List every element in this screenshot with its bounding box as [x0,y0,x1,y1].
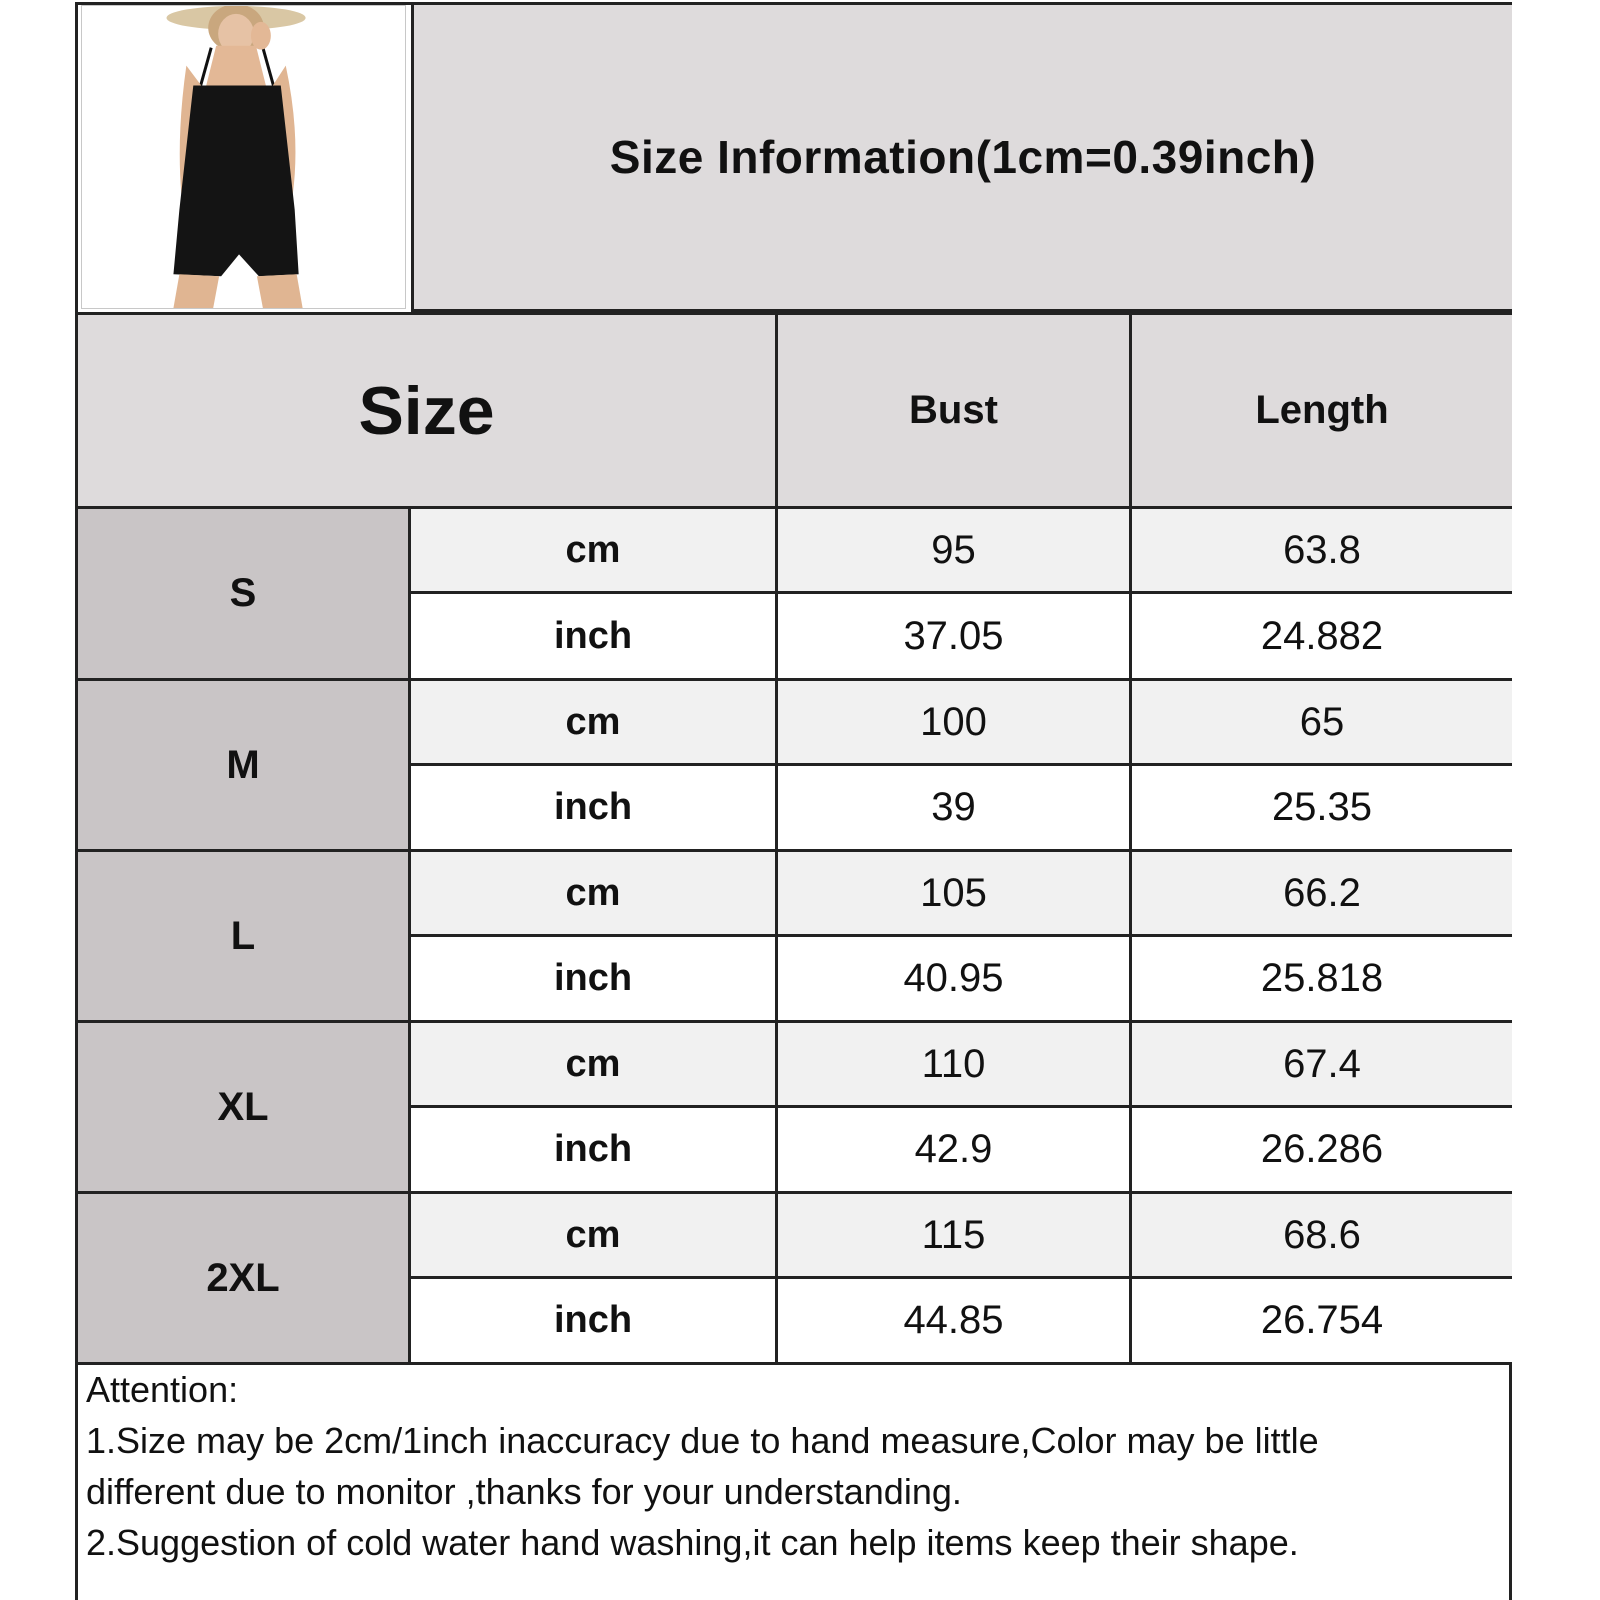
size-header-label: Size [358,372,495,449]
unit-label: cm [565,1213,621,1256]
length-value-text: 67.4 [1283,1041,1361,1086]
length-value-text: 26.754 [1260,1298,1384,1342]
size-label-cell [78,509,408,678]
length-header [1132,315,1512,506]
size-info-title [411,2,1512,312]
bust-value [778,594,1129,678]
divider [411,934,1512,937]
divider [408,506,411,1365]
unit-cell [411,681,775,763]
length-value [1132,1194,1512,1276]
size-header [78,315,775,506]
length-value-text: 26.286 [1260,1127,1384,1171]
divider [1129,312,1132,1365]
length-value-text: 68.6 [1283,1212,1361,1257]
bust-value [778,509,1129,591]
unit-cell [411,1194,775,1276]
divider [78,849,1512,852]
size-label-cell [78,681,408,849]
notes-heading: Attention: [86,1369,239,1410]
size-label-cell [78,852,408,1020]
divider [78,312,1512,315]
bust-value [778,1194,1129,1276]
unit-cell [411,594,775,678]
length-value [1132,1023,1512,1105]
bust-value-text: 115 [921,1212,986,1257]
length-value-text: 66.2 [1283,870,1361,915]
bust-value [778,766,1129,849]
length-value [1132,937,1512,1020]
bust-value [778,937,1129,1020]
bust-value-text: 110 [921,1041,986,1086]
unit-label: inch [553,1299,633,1341]
bust-value [778,681,1129,763]
size-label: S [229,571,257,615]
unit-cell [411,1023,775,1105]
length-value [1132,594,1512,678]
bust-value-text: 95 [931,527,976,572]
divider [78,1020,1512,1023]
unit-label: cm [565,528,621,571]
bust-value-text: 37.05 [903,613,1004,658]
bust-value-text: 42.9 [914,1127,993,1171]
model-romper-illustration [82,5,405,309]
unit-cell [411,509,775,591]
length-value [1132,852,1512,934]
bust-value-text: 39 [931,785,976,829]
divider [78,506,1512,509]
length-value-text: 24.882 [1260,613,1384,658]
bust-value [778,1279,1129,1362]
title-text: Size Information(1cm=0.39inch) [609,131,1317,183]
size-label-cell [78,1023,408,1191]
unit-label: inch [553,614,633,657]
unit-cell [411,937,775,1020]
length-header-label: Length [1255,388,1389,432]
divider [775,312,778,1365]
bust-value-text: 105 [920,870,987,915]
length-value [1132,681,1512,763]
bust-header-label: Bust [909,388,998,432]
bust-header [778,315,1129,506]
divider [411,591,1512,594]
bust-value [778,852,1129,934]
unit-cell [411,1279,775,1362]
unit-label: inch [553,957,633,999]
length-value [1132,1279,1512,1362]
unit-cell [411,766,775,849]
unit-label: inch [553,1128,633,1170]
bust-value [778,1023,1129,1105]
unit-cell [411,1108,775,1191]
size-chart [75,2,1512,1600]
size-label: M [226,742,260,787]
length-value [1132,1108,1512,1191]
attention-notes [86,1364,1506,1568]
divider [411,1105,1512,1108]
note-line: 2.Suggestion of cold water hand washing,it can help items keep their shape. [86,1522,1299,1563]
bust-value-text: 44.85 [903,1298,1004,1342]
divider [78,678,1512,681]
unit-label: cm [565,700,621,743]
product-photo [81,5,406,309]
unit-label: cm [565,871,621,914]
divider [411,763,1512,766]
unit-label: cm [565,1042,621,1085]
bust-value-text: 40.95 [903,956,1004,1000]
size-label: 2XL [206,1255,280,1300]
length-value-text: 25.35 [1271,785,1373,829]
size-label: L [230,913,256,958]
length-value [1132,509,1512,591]
bust-value-text: 100 [920,699,987,744]
length-value-text: 25.818 [1260,956,1384,1000]
note-line: 1.Size may be 2cm/1inch inaccuracy due to hand measure,Color may be little [86,1420,1319,1461]
bust-value [778,1108,1129,1191]
divider [78,2,1512,5]
length-value-text: 63.8 [1283,527,1361,572]
divider [411,1276,1512,1279]
length-value [1132,766,1512,849]
unit-label: inch [553,786,633,828]
size-label: XL [217,1084,269,1129]
length-value-text: 65 [1299,699,1345,744]
divider [78,1191,1512,1194]
size-label-cell [78,1194,408,1362]
note-line: different due to monitor ,thanks for your understanding. [86,1471,962,1512]
unit-cell [411,852,775,934]
